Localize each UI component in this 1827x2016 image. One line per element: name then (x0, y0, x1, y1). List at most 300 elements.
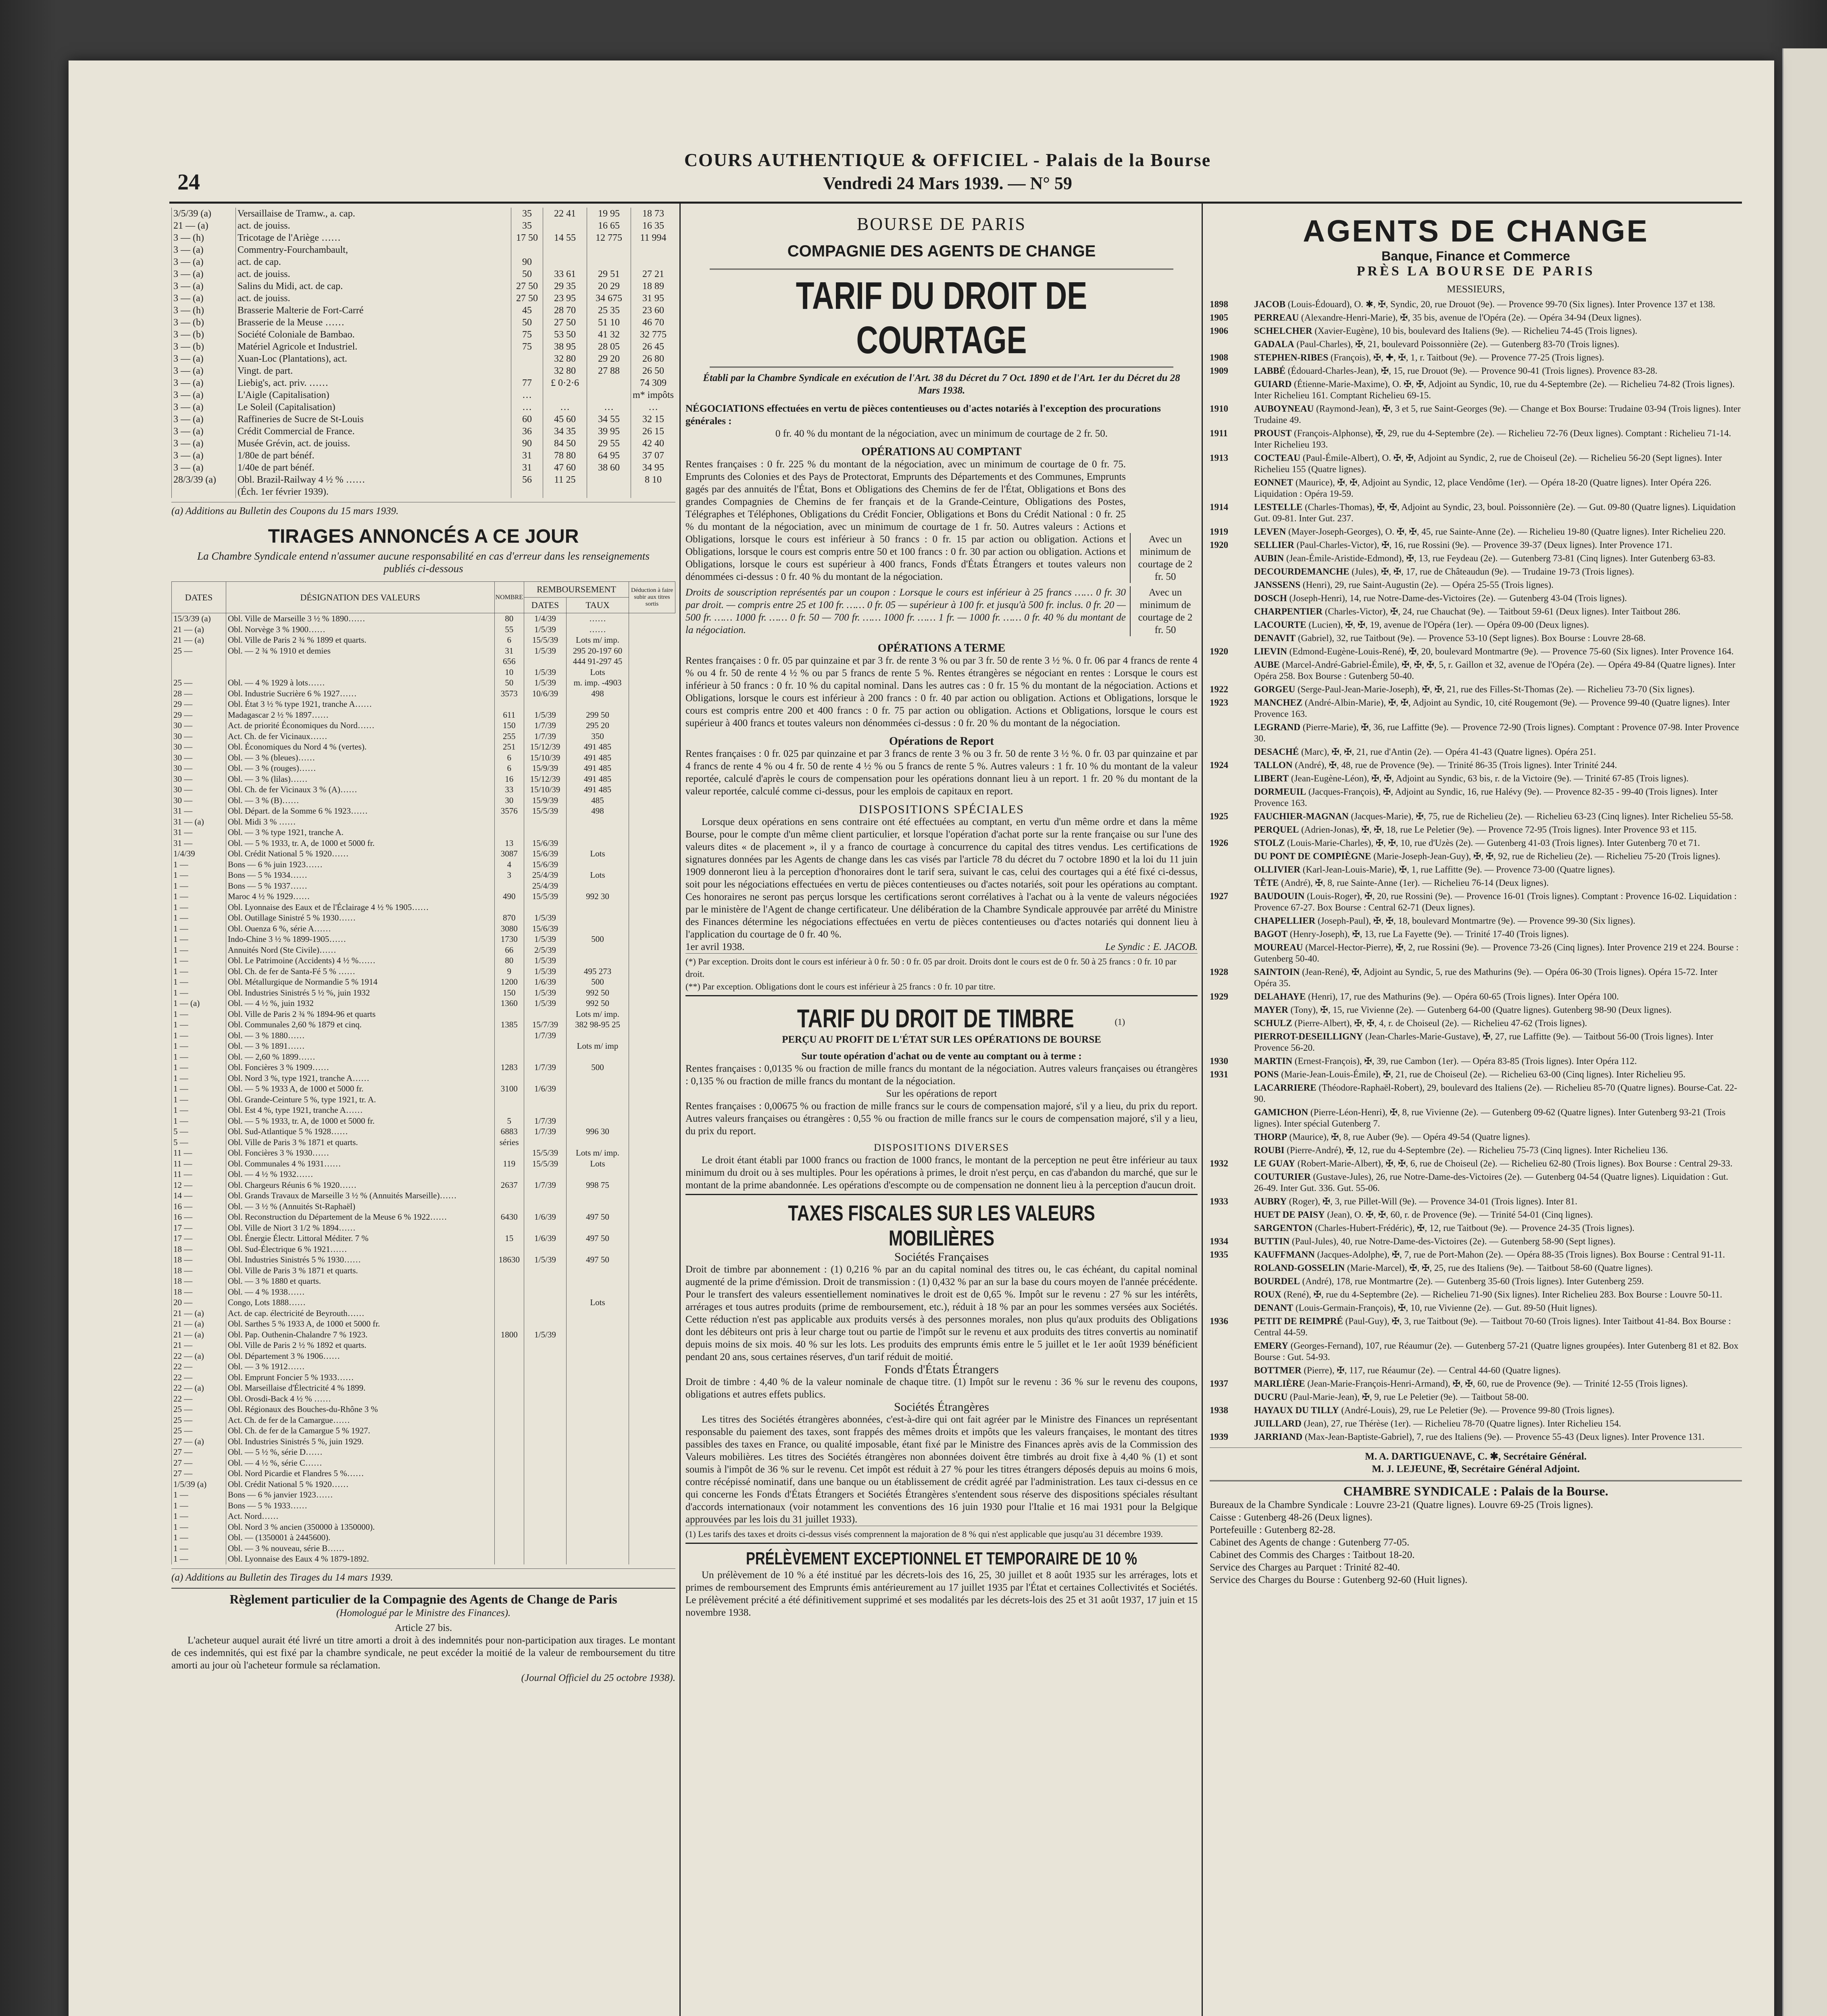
tirage-date: 1 — (172, 1522, 226, 1533)
agent-name: DENAVIT (1254, 633, 1296, 643)
tirage-date: 22 — (a) (172, 1383, 226, 1393)
tirage-designation: Obl. Ville de Paris 2 ¾ % 1899 et quarts. (226, 635, 495, 646)
agent-name: BOTTMER (1254, 1365, 1302, 1375)
tirage-nombre (494, 1532, 524, 1543)
tirage-row (172, 987, 675, 998)
fonds-etr-text: Droit de timbre : 4,40 % de la valeur nominale de chaque titre. (1) Impôt sur le revenu : 36 % sur le revenu des coupons, obligations et autres effets publics. (685, 1377, 1198, 1400)
coupon-value (631, 486, 675, 498)
tirage-date: 11 — (172, 1169, 226, 1180)
tirage-date: 11 — (172, 1148, 226, 1158)
tirage-row (172, 870, 675, 881)
tirage-designation: Obl. Nord 3 %, type 1921, tranche A…… (226, 1073, 495, 1084)
tirage-nombre (494, 1308, 524, 1319)
tirage-date: 1 — (172, 891, 226, 902)
coupon-name: Raffineries de Sucre de St-Louis (236, 413, 511, 425)
tirage-date: 25 — (172, 1425, 226, 1436)
tirage-nombre: 33 (494, 784, 524, 795)
tirage-row (172, 635, 675, 646)
tirage-date: 1 — (172, 881, 226, 891)
tirage-designation: Obl. — 4 % 1938…… (226, 1287, 495, 1297)
coupon-value: 35 (511, 220, 543, 232)
agent-details: (Pierre), ✠, 117, rue Réaumur (2e). — Central 44-60 (Quatre lignes). (1304, 1365, 1561, 1375)
tirage-taux (567, 1458, 629, 1468)
tirage-nombre (494, 1458, 524, 1468)
tirage-row (172, 891, 675, 902)
coupon-name: act. de jouiss. (236, 220, 511, 232)
tirage-deduction (629, 902, 675, 913)
th-remboursement: REMBOURSEMENT (524, 582, 629, 598)
coupon-name: Vingt. de part. (236, 365, 511, 377)
tirage-nombre: 1800 (494, 1329, 524, 1340)
tirage-row (172, 923, 675, 934)
tirage-remb-date: 15/5/39 (524, 635, 567, 646)
tirage-nombre (494, 1318, 524, 1329)
tirage-designation: Obl. Régionaux des Bouches-du-Rhône 3 % (226, 1404, 495, 1415)
tirage-remb-date: 1/5/39 (524, 912, 567, 923)
tirage-taux (567, 923, 629, 934)
tirage-nombre (494, 1383, 524, 1393)
agent-name: LEGRAND (1254, 722, 1301, 732)
tirage-taux (567, 1522, 629, 1533)
agent-name: STOLZ (1254, 838, 1285, 848)
tirage-remb-date (524, 1052, 567, 1062)
tirage-remb-date: 25/4/39 (524, 881, 567, 891)
agent-details: (Théodore-Raphaël-Robert), 29, boulevard des Italiens (2e). — Richelieu 85-70 (Quatre lignes). Bourse-Cat. 22-90. (1254, 1083, 1737, 1104)
tirage-row (172, 1201, 675, 1212)
tirage-date: 1 — (172, 1532, 226, 1543)
coupon-value: 17 50 (511, 232, 543, 244)
coupon-value: m* impôts (631, 389, 675, 401)
tirage-deduction (629, 1276, 675, 1287)
tirage-deduction (629, 1041, 675, 1052)
tirages-title: TIRAGES ANNONCÉS A CE JOUR (268, 526, 579, 547)
tirage-taux (567, 859, 629, 870)
agent-name: TALLON (1254, 760, 1293, 770)
coupon-value: 31 (511, 462, 543, 474)
chambre-line: Bureaux de la Chambre Syndicale : Louvre 23-21 (Quatre lignes). Louvre 69-25 (Trois lignes). (1210, 1500, 1593, 1510)
tirage-taux (567, 1436, 629, 1447)
timbre-intro: Sur toute opération d'achat ou de vente au comptant ou à terme : (801, 1051, 1082, 1062)
agent-name: AUBRY (1254, 1196, 1287, 1206)
tirage-date: 1 — (172, 1489, 226, 1500)
tirage-row (172, 1094, 675, 1105)
coupon-date: 3 — (a) (172, 353, 236, 365)
tirage-remb-date: 1/5/39 (524, 1329, 567, 1340)
coupon-name: Brasserie Malterie de Fort-Carré (236, 304, 511, 317)
tirage-nombre: 490 (494, 891, 524, 902)
tirage-designation: Obl. État 3 ½ % type 1921, tranche A…… (226, 699, 495, 710)
tirage-row (172, 624, 675, 635)
tirage-deduction (629, 1351, 675, 1362)
coupon-row (172, 389, 676, 401)
tirage-nombre (494, 1094, 524, 1105)
tirage-remb-date: 10/6/39 (524, 688, 567, 699)
coupon-date: 21 — (a) (172, 220, 236, 232)
agent-entry (1210, 722, 1742, 744)
left-column (171, 208, 675, 2016)
coupon-name: 1/80e de part bénéf. (236, 450, 511, 462)
tirage-date: 20 — (172, 1297, 226, 1308)
coupon-row (172, 268, 676, 280)
tirage-taux (567, 912, 629, 923)
tirage-remb-date (524, 1425, 567, 1436)
agent-details: (Roger), ✠, 3, rue Pillet-Will (9e). — Provence 34-01 (Trois lignes). Inter 81. (1289, 1196, 1577, 1206)
agent-year: 1927 (1210, 891, 1228, 901)
terme-head: OPÉRATIONS A TERME (877, 642, 1006, 654)
coupon-value: 77 (511, 377, 543, 389)
coupon-name: Crédit Commercial de France. (236, 425, 511, 437)
tirage-designation: Obl. Ch. de fer Vicinaux 3 % (A)…… (226, 784, 495, 795)
coupon-value: 36 (511, 425, 543, 437)
agent-name: DENANT (1254, 1303, 1294, 1313)
tirage-row (172, 646, 675, 656)
tirage-designation: Obl. — 3 % 1912…… (226, 1361, 495, 1372)
tirage-taux: 295 20 (567, 720, 629, 731)
agent-name: LACOURTE (1254, 620, 1306, 630)
tirage-nombre (494, 1073, 524, 1084)
agent-name: SAINTOIN (1254, 967, 1300, 977)
tirage-remb-date: 15/5/39 (524, 1148, 567, 1158)
compagnie-title: COMPAGNIE DES AGENTS DE CHANGE (787, 242, 1096, 260)
agent-name: KAUFFMANN (1254, 1250, 1315, 1260)
tirage-designation: Obl. Est 4 %, type 1921, tranche A…… (226, 1105, 495, 1116)
tirage-row (172, 741, 675, 752)
tirage-designation: Obl. Le Patrimoine (Accidents) 4 ½ %…… (226, 955, 495, 966)
tirage-taux (567, 1201, 629, 1212)
tirage-designation: Obl. — 5 ½ %, série D…… (226, 1447, 495, 1458)
negociations-head: NÉGOCIATIONS effectuées en vertu de pièces contentieuses ou d'actes notariés à l'exception des procurations générales : (685, 403, 1161, 427)
tirage-row (172, 1126, 675, 1137)
tirage-row (172, 656, 675, 667)
agent-details: (Paul-Charles-Victor), ✠, 16, rue Rossini (9e). — Provence 39-37 (Deux lignes). Inter Provence 171. (1296, 540, 1673, 550)
tirage-taux (567, 1190, 629, 1201)
agent-details: (Paul-Marie-Jean), ✠, 9, rue Le Peletier (9e). — Taitbout 58-00. (1290, 1392, 1529, 1402)
tirage-date: 22 — (172, 1393, 226, 1404)
tirage-deduction (629, 677, 675, 688)
comptant-block (685, 458, 1198, 583)
agent-details: (Charles-Victor), ✠, 24, rue Chauchat (9e). — Taitbout 59-61 (Deux lignes). Inter Taitbout 286. (1325, 606, 1681, 616)
agent-entry (1210, 325, 1742, 337)
tirage-remb-date: 1/7/39 (524, 1116, 567, 1127)
coupon-value (631, 256, 675, 268)
agent-details: (Pierre-Léon-Henri), ✠, 8, rue Vivienne (2e). — Gutenberg 09-62 (Quatre lignes). Inter Gutenberg 93-21 (Trois lignes). Inter spécial Gutenberg 7. (1254, 1107, 1726, 1129)
timbre-text: Rentes françaises : 0,0135 % ou fraction de mille francs du montant de la négociation. Autres valeurs françaises ou étrangères : 0,135 % ou fraction de mille francs du montant de la négociation. (685, 1063, 1198, 1087)
tirage-nombre: 1730 (494, 934, 524, 945)
tirage-row (172, 859, 675, 870)
tirage-row (172, 1297, 675, 1308)
prelevement-title: PRÉLÈVEMENT EXCEPTIONNEL ET TEMPORAIRE DE 10 % (746, 1549, 1137, 1568)
tirage-designation: Obl. Industrie Sucrière 6 % 1927…… (226, 688, 495, 699)
agent-name: JACOB (1254, 299, 1285, 309)
tirage-taux (567, 1383, 629, 1393)
tirage-designation: Act. de priorité Économiques du Nord…… (226, 720, 495, 731)
coupons-table (171, 208, 675, 498)
th-remb-dates: DATES (524, 598, 567, 613)
tirage-designation: Bons — 5 % 1937…… (226, 881, 495, 891)
agent-entry (1210, 1316, 1742, 1338)
coupon-value: £ 0·2·6 (543, 377, 587, 389)
page-number: 24 (177, 170, 200, 195)
agent-entry (1210, 606, 1742, 617)
tirage-designation: Obl. Énergie Électr. Littoral Méditer. 7 % (226, 1233, 495, 1244)
tirage-remb-date (524, 1436, 567, 1447)
coupon-value: 28 70 (543, 304, 587, 317)
tirage-deduction (629, 1329, 675, 1340)
tirage-designation: Obl. — 3 % (lilas)…… (226, 774, 495, 785)
coupon-value: 26 45 (631, 341, 675, 353)
tirage-remb-date: 15/5/39 (524, 1158, 567, 1169)
chambre-line: Caisse : Gutenberg 48-26 (Deux lignes). (1210, 1512, 1373, 1523)
agent-name: HUET DE PAISY (1254, 1210, 1325, 1220)
tirage-date: 1 — (172, 859, 226, 870)
agent-name: SARGENTON (1254, 1223, 1313, 1233)
agent-entry (1210, 1378, 1742, 1389)
coupon-row (172, 437, 676, 450)
tirage-taux (567, 1415, 629, 1426)
tirage-designation: Indo-Chine 3 ½ % 1899-1905…… (226, 934, 495, 945)
tirage-designation: Congo, Lots 1888…… (226, 1297, 495, 1308)
agent-name: MARTIN (1254, 1056, 1293, 1066)
agent-entry (1210, 452, 1742, 475)
agent-name: CHARPENTIER (1254, 606, 1323, 616)
coupon-value (587, 486, 631, 498)
coupon-value (587, 256, 631, 268)
tirage-date: 1 — (172, 902, 226, 913)
tirages-subtitle: La Chambre Syndicale entend n'assumer aucune responsabilité en cas d'erreur dans les renseignements publiés ci-dessous (197, 550, 650, 575)
coupon-value: 16 35 (631, 220, 675, 232)
tirage-date: 27 — (a) (172, 1436, 226, 1447)
coupon-value (543, 389, 587, 401)
tirage-taux (567, 1554, 629, 1564)
agent-name: DORMEUIL (1254, 787, 1306, 797)
tirage-remb-date (524, 1415, 567, 1426)
timbre-report-head: Sur les opérations de report (886, 1088, 997, 1099)
tirage-designation: Obl. Sarthes 5 % 1933 A, de 1000 et 5000 fr. (226, 1318, 495, 1329)
agent-details: (Edmond-Eugène-Louis-René), ✠, 20, boulevard Montmartre (9e). — Provence 75-60 (Six lignes). Inter Provence 164. (1289, 646, 1734, 656)
header-date: Vendredi 24 Mars 1939. — N° 59 (823, 173, 1072, 193)
tirage-designation: Obl. Nord 3 % ancien (350000 à 1350000). (226, 1522, 495, 1533)
tirage-row (172, 977, 675, 987)
soc-fr-text: Droit de timbre par abonnement : (1) 0,216 % par an du capital nominal des titres ou, le cas échéant, du capital nominal augmenté de la prime d'émission. Droit de transmission : (1) 0,432 % par an sur la base du cours moyen de l'année précédente. Pour le transfert des valeurs essentiellement nominatives le droit est de 0,65 %. Impôt sur le revenu : 27 % sur les intérêts, arrérages et tous autres produits (prime de remboursement, etc.), réduit à 18 % par an pour les sommes versées aux Sociétés. Cette réduction n'est pas applicable aux produits versés à des personnes morales, non plus qu'aux produits des Obligations dont les débiteurs ont pris à leur charge tout ou partie de l'impôt sur le revenu et aux produits des titres convertis au nominatif depuis moins de six mois. 40 % sur les lots. Les produits des emprunts émis entre le 5 juillet et le 1er août 1939 bénéficient pendant 20 ans, sous certaines réserves, d'un tarif réduit de moitié. (685, 1264, 1198, 1362)
tirage-taux: 500 (567, 1062, 629, 1073)
tirage-nombre (494, 902, 524, 913)
coupon-name: 1/40e de part bénéf. (236, 462, 511, 474)
agent-entry (1210, 851, 1742, 862)
secretaire-general: M. A. DARTIGUENAVE, C. ✱, Secrétaire Général. (1210, 1447, 1742, 1463)
tirage-nombre (494, 1500, 524, 1511)
tirage-nombre: 55 (494, 624, 524, 635)
agent-name: COUTURIER (1254, 1172, 1311, 1182)
tirage-deduction (629, 710, 675, 721)
tirage-designation: Obl. Marseillaise d'Électricité 4 % 1899. (226, 1383, 495, 1393)
tirage-nombre: 3087 (494, 848, 524, 859)
tirage-taux: 500 (567, 977, 629, 987)
coupon-value: 11 994 (631, 232, 675, 244)
tirage-nombre (494, 1425, 524, 1436)
agent-name: MARLIÈRE (1254, 1379, 1305, 1389)
tirage-taux (567, 1351, 629, 1362)
agent-entry (1210, 877, 1742, 889)
tirage-designation: Obl. Ville de Paris 3 % 1871 et quarts. (226, 1137, 495, 1148)
tirage-row (172, 1244, 675, 1255)
tirage-remb-date (524, 1522, 567, 1533)
tirage-row (172, 1073, 675, 1084)
agent-name: AUBOYNEAU (1254, 404, 1314, 414)
agent-details: (Louis-Germain-François), ✠, 10, rue Vivienne (2e). — Gut. 89-50 (Huit lignes). (1295, 1303, 1598, 1313)
coupon-row (172, 377, 676, 389)
column-divider-1 (679, 204, 681, 2016)
coupon-value: 32 775 (631, 329, 675, 341)
tirage-deduction (629, 1372, 675, 1383)
tirage-remb-date (524, 1554, 567, 1564)
tirage-nombre: 16 (494, 774, 524, 785)
tirage-row (172, 1340, 675, 1351)
tirage-designation: Obl. Ville de Paris 3 % 1871 et quarts. (226, 1265, 495, 1276)
tirage-designation: Obl. — 5 % 1933, tr. A, de 1000 et 5000 fr. (226, 838, 495, 849)
tirage-nombre: 6 (494, 752, 524, 763)
tirage-date: 16 — (172, 1201, 226, 1212)
tirage-deduction (629, 816, 675, 827)
tirage-row (172, 1083, 675, 1094)
agent-entry (1210, 1431, 1742, 1443)
tirage-taux (567, 1105, 629, 1116)
tirage-date: 14 — (172, 1190, 226, 1201)
tirage-taux (567, 1393, 629, 1404)
tirage-taux (567, 1030, 629, 1041)
tirage-remb-date (524, 1340, 567, 1351)
agent-details: (Jean-Charles-Marie-Gustave), ✠, 27, rue Laffitte (9e). — Taitbout 56-00 (Trois lignes). Inter Provence 56-20. (1254, 1031, 1713, 1053)
coupon-value (631, 244, 675, 256)
th-deduction: Déduction à faire subir aux titres sortis (629, 582, 675, 613)
agent-entry (1210, 352, 1742, 363)
tirage-remb-date: 1/5/39 (524, 987, 567, 998)
tirage-deduction (629, 1009, 675, 1020)
tirage-designation: Obl. — 4 ½ % 1932…… (226, 1169, 495, 1180)
tirage-date: 21 — (a) (172, 1329, 226, 1340)
agent-entry (1210, 502, 1742, 524)
tirage-taux (567, 1500, 629, 1511)
agent-name: SCHELCHER (1254, 326, 1312, 336)
tirage-nombre: 6 (494, 763, 524, 774)
agent-details: (Serge-Paul-Jean-Marie-Joseph), ✠, ✠, 21, rue des Filles-St-Thomas (2e). — Richelieu 73-70 (Six lignes). (1297, 684, 1695, 694)
tirage-nombre: 2637 (494, 1180, 524, 1191)
tirage-taux (567, 1287, 629, 1297)
tirage-taux (567, 1479, 629, 1490)
agent-entry (1210, 1004, 1742, 1016)
tirage-nombre: 6883 (494, 1126, 524, 1137)
tirage-remb-date: 1/5/39 (524, 998, 567, 1009)
tirage-designation: Obl. Sud-Électrique 6 % 1921…… (226, 1244, 495, 1255)
coupon-value: 46 70 (631, 317, 675, 329)
tirage-row (172, 1329, 675, 1340)
tirage-nombre (494, 699, 524, 710)
tirage-date: 18 — (172, 1265, 226, 1276)
tirage-date: 31 — (172, 806, 226, 816)
agent-name: CHAPELLIER (1254, 916, 1316, 926)
coupon-value (511, 353, 543, 365)
tirage-designation: Obl. Midi 3 % …… (226, 816, 495, 827)
coupon-value: 39 95 (587, 425, 631, 437)
tirage-deduction (629, 977, 675, 987)
tirage-deduction (629, 859, 675, 870)
tirage-remb-date: 1/6/39 (524, 1083, 567, 1094)
tirage-designation: Act. de cap. électricité de Beyrouth…… (226, 1308, 495, 1319)
coupon-value: 41 32 (587, 329, 631, 341)
tirage-remb-date: 1/5/39 (524, 677, 567, 688)
tirage-designation: Obl. Grands Travaux de Marseille 3 ½ % (Annuités Marseille)…… (226, 1190, 495, 1201)
tirage-date: 5 — (172, 1126, 226, 1137)
tirage-taux: 491 485 (567, 763, 629, 774)
tirage-remb-date (524, 1383, 567, 1393)
coupon-value: 12 775 (587, 232, 631, 244)
tirage-date: 1 — (172, 912, 226, 923)
tirage-nombre: 31 (494, 646, 524, 656)
tirage-deduction (629, 1265, 675, 1276)
coupon-value: 11 25 (543, 474, 587, 486)
agent-details: (Henry-Joseph), ✠, 13, rue La Fayette (9e). — Trinité 17-40 (Trois lignes). (1290, 929, 1569, 939)
chambre-line: Cabinet des Agents de change : Gutenberg 77-05. (1210, 1537, 1410, 1548)
agent-year: 1914 (1210, 502, 1228, 512)
coupon-value: 29 51 (587, 268, 631, 280)
tirage-taux (567, 1094, 629, 1105)
tirage-nombre: 1360 (494, 998, 524, 1009)
reglement-subtitle: (Homologué par le Ministre des Finances). (336, 1607, 511, 1618)
tirage-designation (226, 667, 495, 678)
tirage-remb-date (524, 1543, 567, 1554)
coupon-row (172, 208, 676, 220)
agent-details: (Charles-Thomas), ✠, ✠, Adjoint au Syndic, 23, boul. Poissonnière (2e). — Gut. 09-80 (Quatre lignes). Liquidation Gut. 09-81. Inter Gut. 237. (1254, 502, 1736, 523)
tirage-designation: Act. Nord…… (226, 1511, 495, 1522)
sign-line (685, 941, 1198, 953)
tirage-designation: Obl. Sud-Atlantique 5 % 1928…… (226, 1126, 495, 1137)
tirage-taux: Lots (567, 870, 629, 881)
tirage-remb-date (524, 1372, 567, 1383)
tirage-row (172, 1254, 675, 1265)
chambre-title: CHAMBRE SYNDICALE : Palais de la Bourse. (1210, 1480, 1742, 1499)
tirage-row (172, 1276, 675, 1287)
agent-name: MANCHEZ (1254, 698, 1303, 708)
agent-name: EONNET (1254, 477, 1294, 487)
tirage-deduction (629, 1415, 675, 1426)
tirage-taux: 992 50 (567, 998, 629, 1009)
coupon-name: act. de cap. (236, 256, 511, 268)
tirage-date: 1 — (172, 987, 226, 998)
agent-entry (1210, 1196, 1742, 1207)
agent-entry (1210, 312, 1742, 323)
tirage-designation: Obl. Emprunt Foncier 5 % 1933…… (226, 1372, 495, 1383)
agent-name: LE GUAY (1254, 1158, 1296, 1168)
tirage-row (172, 795, 675, 806)
tirage-deduction (629, 1543, 675, 1554)
tirage-nombre (494, 1041, 524, 1052)
agent-name: LIEVIN (1254, 646, 1287, 656)
tirage-date: 25 — (172, 646, 226, 656)
tirage-deduction (629, 1436, 675, 1447)
tirage-deduction (629, 752, 675, 763)
tirage-date: 5 — (172, 1137, 226, 1148)
tirage-row (172, 1554, 675, 1564)
coupon-value: 53 50 (543, 329, 587, 341)
tarif-subtitle: Établi par la Chambre Syndicale en exécution de l'Art. 38 du Décret du 7 Oct. 1890 et de l'Art. 1er du Décret du 28 Mars 1938. (703, 373, 1180, 396)
fonds-etr-head: Fonds d'États Étrangers (884, 1363, 999, 1376)
tirage-remb-date: 15/6/39 (524, 848, 567, 859)
tirage-remb-date (524, 1094, 567, 1105)
coupon-row (172, 462, 676, 474)
agent-name: GORGEU (1254, 684, 1296, 694)
soc-etr-text: Les titres des Sociétés étrangères abonnées, c'est-à-dire qui ont fait agréer par le Ministre des Finances un représentant responsable du paiement des taxes, sont frappés des mêmes droits et impôts que les valeurs françaises, le montant des titres passibles des taxes en France, ou qualité imposable, étant fixé par le Ministre des Finances après avis de la Commission des Valeurs mobilières. Les titres des Sociétés étrangères non abonnées doivent être timbrés au droit fixe à 4,40 % (1) et sont soumis à l'impôt de 36 % sur le revenu. Cet impôt est réduit à 27 % pour les titres étrangers déposés depuis au moins 6 mois, contre récépissé nominatif, dans une banque ou un établissement de crédit agréé par l'administration. Les taux ci-dessus en ce qui concerne les Fonds d'États Étrangers et Sociétés Étrangères s'entendent sous réserve des dispositions spéciales résultant d'accords internationaux (voir notamment les conventions des 16 juin 1930 pour l'Italie et 16 mai 1931 pour la Belgique approuvées par les lois du 31 juillet 1933). (685, 1414, 1198, 1525)
tirage-date: 22 — (172, 1361, 226, 1372)
tirage-designation: Obl. — 4 ½ %, série C…… (226, 1458, 495, 1468)
